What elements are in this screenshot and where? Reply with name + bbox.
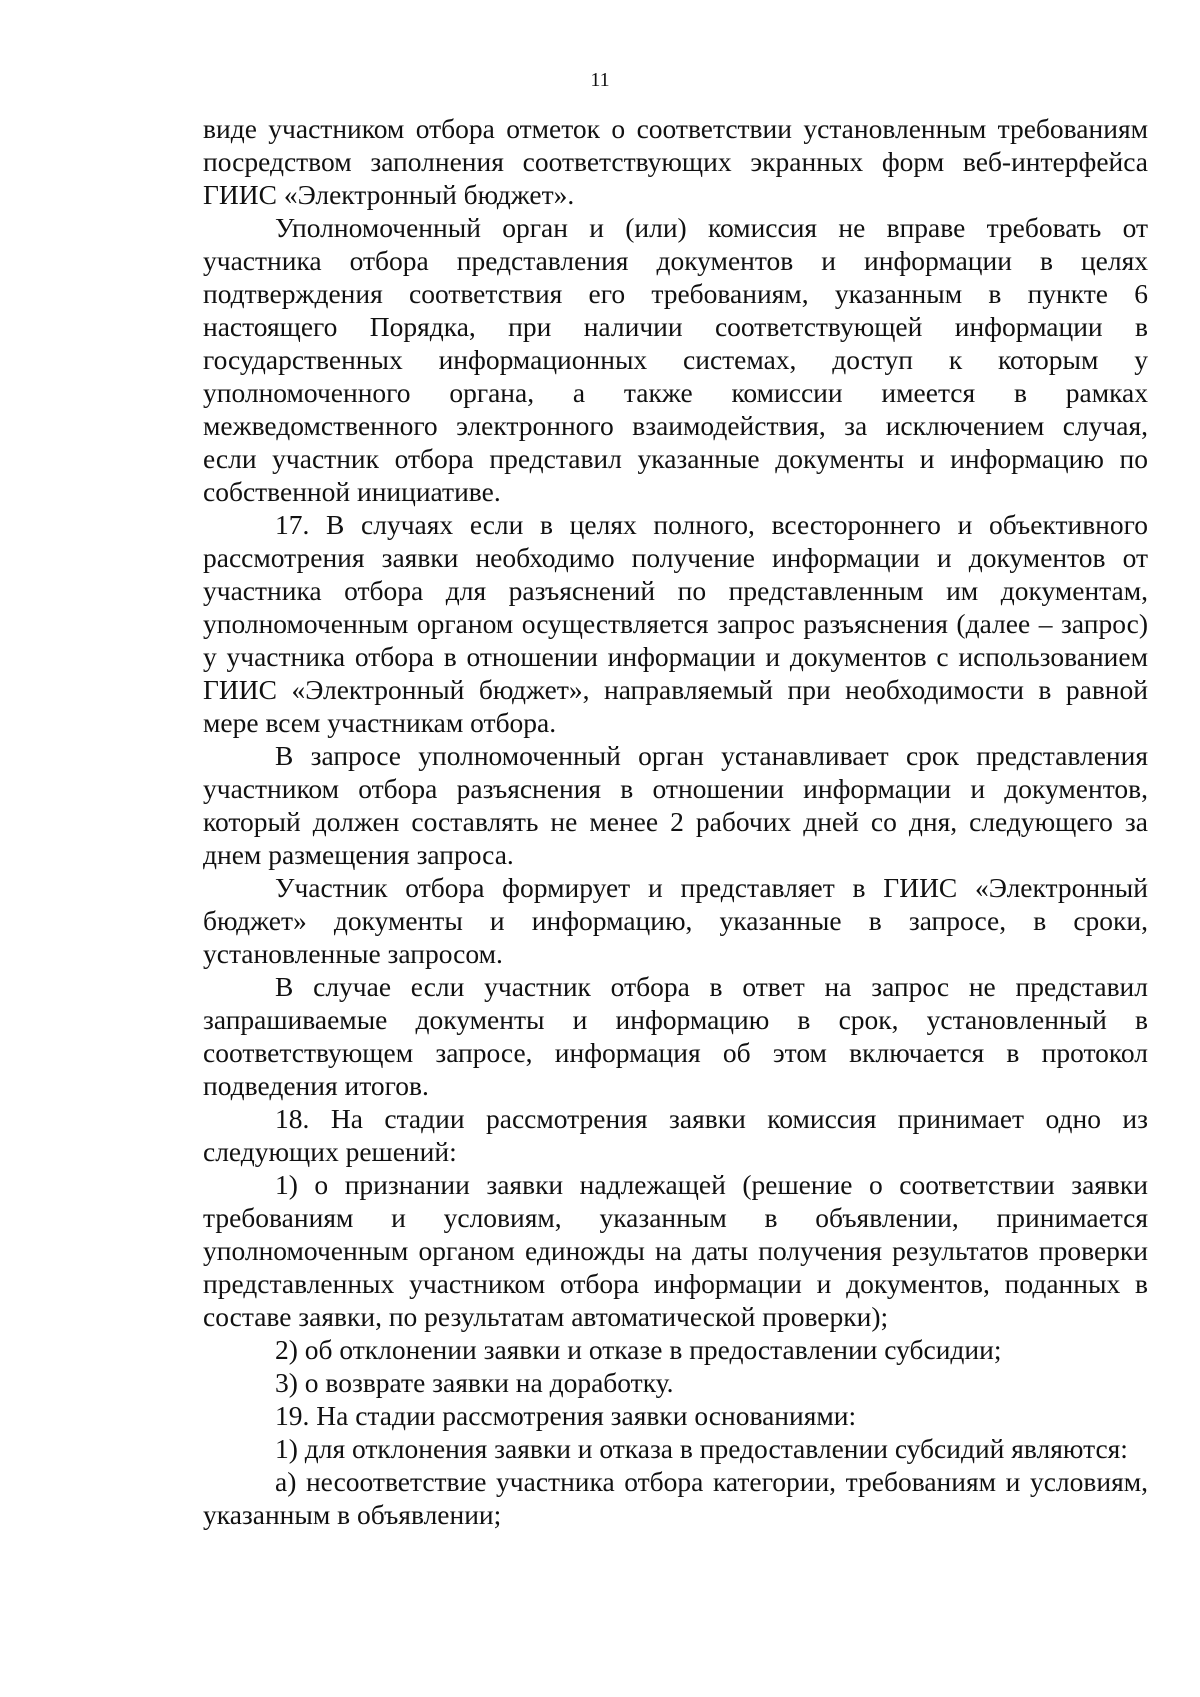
list-item: 2) об отклонении заявки и отказе в предоставлении субсидии; — [275, 1334, 1002, 1365]
paragraph-clause-17: 17. В случаях если в целях полного, всестороннего и объективного рассмотрения заявки необходимо получение информации и документов от участника отбора для разъяснений по представленным им документам, уполномоченным органом осуществляется запрос разъяснения (далее – запрос) у участника отбора в отношении информации и документов с использованием ГИИС «Электронный бюджет», направляемый при необходимости в равной мере всем участникам отбора. — [203, 509, 1148, 738]
list-item: 3) о возврате заявки на доработку. — [275, 1367, 674, 1398]
paragraph-clause-19: 19. На стадии рассмотрения заявки основаниями: — [275, 1400, 857, 1431]
paragraph: В случае если участник отбора в ответ на запрос не представил запрашиваемые документы и информацию в срок, установленный в соответствующем запросе, информация об этом включается в протокол подведения итогов. — [203, 971, 1148, 1101]
paragraph: Уполномоченный орган и (или) комиссия не вправе требовать от участника отбора представления документов и информации в целях подтверждения соответствия его требованиям, указанным в пункте 6 настоящего Порядка, при наличии соответствующей информации в государственных информационных системах, доступ к которым у уполномоченного органа, а также комиссии имеется в рамках межведомственного электронного взаимодействия, за исключением случая, если участник отбора представил указанные документы и информацию по собственной инициативе. — [203, 212, 1148, 507]
list-item: 1) для отклонения заявки и отказа в предоставлении субсидий являются: — [275, 1433, 1128, 1464]
paragraph-continuation: виде участником отбора отметок о соответствии установленным требованиям посредством заполнения соответствующих экранных форм веб-интерфейса ГИИС «Электронный бюджет». — [203, 113, 1148, 210]
list-item: а) несоответствие участника отбора категории, требованиям и условиям, указанным в объявлении; — [203, 1466, 1148, 1530]
page-number: 11 — [590, 69, 610, 91]
paragraph: В запросе уполномоченный орган устанавливает срок представления участником отбора разъяснения в отношении информации и документов, который должен составлять не менее 2 рабочих дней со дня, следующего за днем размещения запроса. — [203, 740, 1148, 870]
list-item: 1) о признании заявки надлежащей (решение о соответствии заявки требованиям и условиям, указанным в объявлении, принимается уполномоченным органом единожды на даты получения результатов проверки представленных участником отбора информации и документов, поданных в составе заявки, по результатам автоматической проверки); — [203, 1169, 1148, 1332]
document-body — [203, 112, 1148, 1531]
paragraph: Участник отбора формирует и представляет в ГИИС «Электронный бюджет» документы и информацию, указанные в запросе, в сроки, установленные запросом. — [203, 872, 1148, 969]
paragraph-clause-18: 18. На стадии рассмотрения заявки комиссия принимает одно из следующих решений: — [203, 1103, 1148, 1167]
